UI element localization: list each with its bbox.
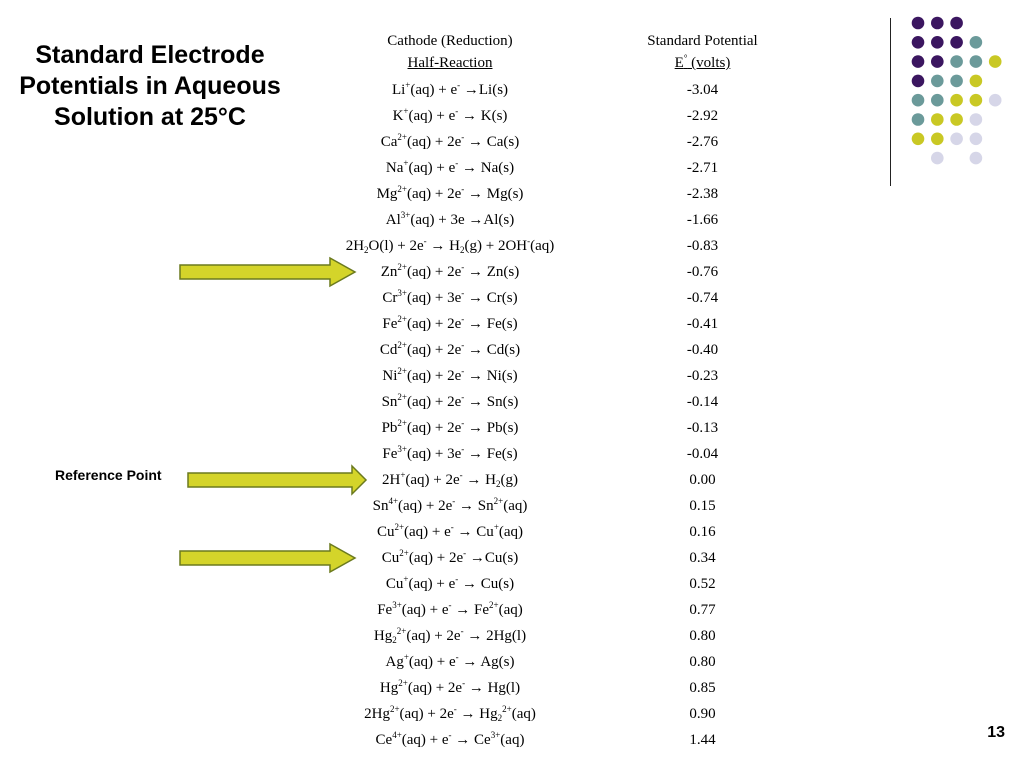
half-reaction-cell: $Pb^{2+}(aq) + 2e^- \to Pb(s)$ [381, 418, 519, 436]
title-line-2: Potentials in Aqueous [19, 72, 281, 100]
decorative-dot [912, 36, 925, 49]
header-half-reaction: Half-Reaction [407, 55, 493, 71]
half-reaction-cell: $Fe^{3+}(aq) + 3e^- \to Fe(s)$ [382, 444, 518, 462]
half-reaction-cell: $Hg^{2+}(aq) + 2e^- \to Hg(l)$ [379, 678, 521, 696]
half-reaction-cell: $Al^{3+}(aq) + 3e \to Al(s)$ [385, 210, 515, 228]
half-reaction-cell: $Fe^{3+}(aq) + e^- \to Fe^{2+}(aq)$ [377, 600, 523, 618]
decorative-dot [912, 17, 925, 30]
header-degree: ° [683, 53, 688, 63]
half-reaction-cell: $Hg_2^{2+}(aq) + 2e^- \to 2Hg(l)$ [373, 626, 527, 645]
potential-cell: -0.40 [686, 342, 719, 358]
potential-cell: -0.04 [686, 446, 719, 462]
potential-cell: -2.76 [686, 134, 719, 150]
potential-cell: 0.80 [689, 654, 716, 670]
copper-row-arrow [180, 544, 355, 572]
potential-cell: 0.16 [689, 524, 716, 540]
potential-cell: 0.80 [689, 628, 716, 644]
half-reaction-cell: Na+(aq) + e- → Na(s) [385, 158, 515, 176]
potential-cell: -0.14 [686, 394, 719, 410]
potential-cell: -0.23 [686, 368, 719, 384]
potential-cell: -1.66 [686, 212, 719, 228]
decorative-dot [931, 36, 944, 49]
potential-cell: 0.85 [689, 680, 716, 696]
title-line-1: Standard Electrode [35, 41, 265, 69]
half-reaction-cell: $Ni^{2+}(aq) + 2e^- \to Ni(s)$ [382, 366, 518, 384]
potential-cell: -2.71 [686, 160, 719, 176]
potential-cell: -0.41 [686, 316, 719, 332]
half-reaction-cell: $Zn^{2+}(aq) + 2e^- \to Zn(s)$ [380, 262, 520, 280]
header-unit: (volts) [687, 55, 731, 71]
half-reaction-cell: $Cu^{2+}(aq) + 2e^- \to Cu(s)$ [381, 548, 519, 566]
title-line-3: Solution at 25°C [54, 103, 246, 131]
reference-row-arrow [188, 466, 366, 494]
arrow-layer [0, 0, 400, 768]
header-e-symbol: E [674, 55, 684, 71]
half-reaction-cell: $Sn^{4+}(aq) + 2e^- \to Sn^{2+}(aq)$ [372, 496, 528, 514]
decorative-dot [950, 17, 963, 30]
potential-cell: -2.92 [686, 108, 719, 124]
decorative-dot [931, 17, 944, 30]
potential-cell: -0.13 [686, 420, 719, 436]
potential-cell: 0.77 [689, 602, 716, 618]
half-reaction-cell: $Cd^{2+}(aq) + 2e^- \to Cd(s)$ [379, 340, 521, 358]
potential-cell: 0.34 [689, 550, 716, 566]
potential-cell: 0.00 [689, 472, 716, 488]
potential-cell: -2.38 [686, 186, 719, 202]
half-reaction-cell: $Cu^{2+}(aq) + e^- \to Cu^+(aq)$ [376, 522, 524, 540]
half-reaction-cell: $Ca^{2+}(aq) + 2e^- \to Ca(s)$ [380, 132, 520, 150]
potential-cell: -0.76 [686, 264, 719, 280]
half-reaction-cell: $2H^+(aq) + 2e^- \to H_2(g)$ [381, 470, 519, 489]
potential-cell: 0.15 [689, 498, 716, 514]
header-standard-potential: Standard Potential [647, 33, 758, 49]
zinc-row-arrow [180, 258, 355, 286]
decorative-dot [950, 36, 963, 49]
page-number: 13 [987, 724, 1005, 741]
half-reaction-cell: $2Hg^{2+}(aq) + 2e^- \to Hg_2^{2+}(aq)$ [364, 704, 536, 723]
half-reaction-cell: $Cr^{3+}(aq) + 3e^- \to Cr(s)$ [382, 288, 518, 306]
potential-cell: -0.74 [686, 290, 719, 306]
half-reaction-cell: $Fe^{2+}(aq) + 2e^- \to Fe(s)$ [382, 314, 518, 332]
potential-cell: 0.90 [689, 706, 716, 722]
decorative-dot [950, 55, 963, 68]
half-reaction-cell: $Ce^{4+}(aq) + e^- \to Ce^{3+}(aq)$ [375, 730, 525, 748]
half-reaction-cell: $Mg^{2+}(aq) + 2e^- \to Mg(s)$ [376, 184, 524, 202]
decorative-dot [931, 55, 944, 68]
half-reaction-cell: $Sn^{2+}(aq) + 2e^- \to Sn(s)$ [381, 392, 519, 410]
decorative-dot [970, 55, 983, 68]
header-volts [610, 52, 795, 74]
half-reaction-cell: Li+(aq) + e- →Li(s) [391, 80, 509, 98]
potential-header [610, 30, 795, 74]
potential-cell: 1.44 [689, 732, 716, 748]
reference-point-label: Reference Point [55, 467, 162, 483]
half-reaction-cell: Ag+(aq) + e- → Ag(s) [385, 652, 515, 670]
header-cathode: Cathode (Reduction) [387, 33, 513, 49]
half-reaction-cell: K+(aq) + e- → K(s) [392, 106, 508, 124]
decorative-dot [912, 55, 925, 68]
half-reaction-cell: $2H_2O(l) + 2e^- \to H_2(g) + 2OH^-(aq)$ [345, 236, 555, 255]
potential-cell: 0.52 [689, 576, 716, 592]
half-reaction-cell: Cu+(aq) + e- → Cu(s) [385, 574, 515, 592]
decorative-dot [989, 55, 1002, 68]
potential-cell: -0.83 [686, 238, 719, 254]
decorative-dot [970, 36, 983, 49]
potential-cell: -3.04 [686, 82, 719, 98]
